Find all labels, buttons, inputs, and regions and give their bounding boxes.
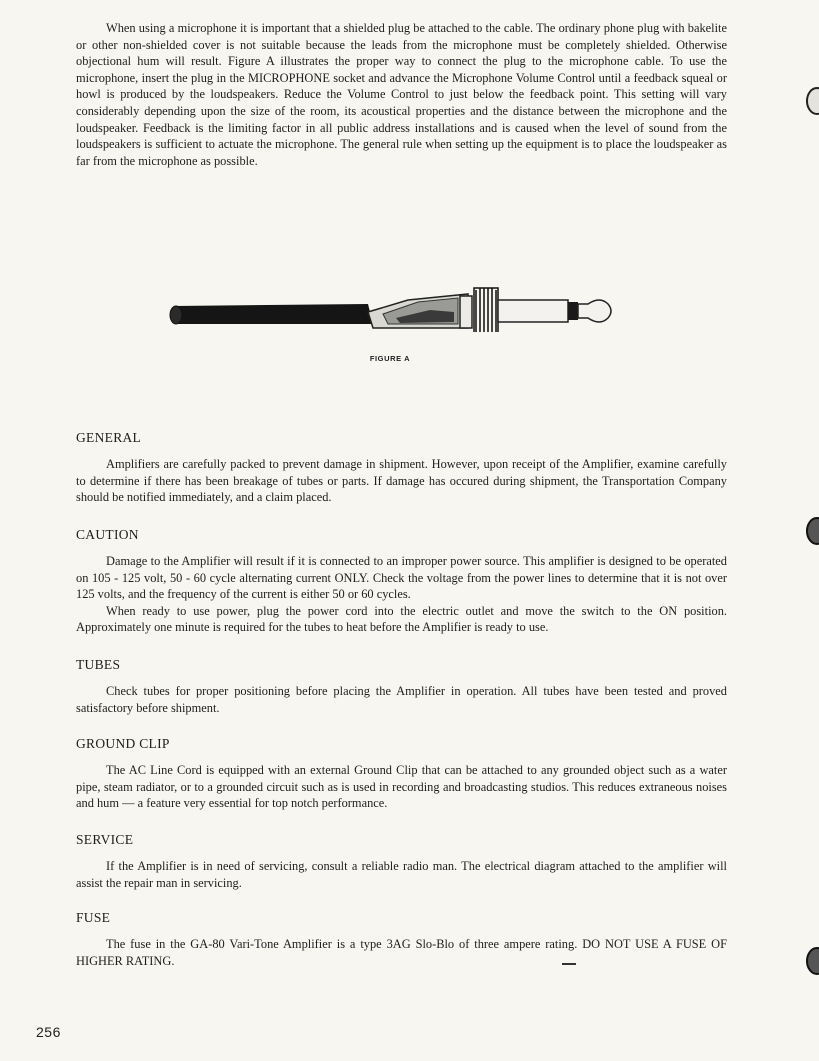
general-section	[76, 456, 727, 506]
heading-caution: CAUTION	[76, 527, 139, 542]
heading-service: SERVICE	[76, 832, 134, 847]
fuse-section	[76, 936, 727, 969]
intro-text: When using a microphone it is important that a shielded plug be attached to the cable. The ordinary phone plug with bakelite or other non-shielded cover is not suitable because the leads from the microphone must be completely shielded. Otherwise objectional hum will result. Figure A illustrates the proper way to connect the plug to the microphone cable. To use the microphone, insert the plug in the MICROPHONE socket and advance the Microphone Volume Control until a feedback squeal or howl is produced by the loudspeakers. Reduce the Volume Control to just below the feedback point. This setting will vary considerably depending upon the size of the room, its acoustical properties and the distance between the microphone and the loudspeaker. Feedback is the limiting factor in all public address installations and is caused when the level of sound from the loudspeakers is sufficient to actuate the microphone. The general rule when setting up the equipment is to place the loudspeaker as far from the microphone as possible.	[76, 21, 727, 168]
fuse-paragraph: The fuse in the GA-80 Vari-Tone Amplifier is a type 3AG Slo-Blo of three ampere rating. DO NOT USE A FUSE OF HIGHER RATING.	[76, 937, 727, 968]
figure-caption: FIGURE A	[369, 354, 411, 363]
page-number: 256	[36, 1024, 61, 1040]
phone-plug-illustration	[168, 282, 620, 332]
general-paragraph: Amplifiers are carefully packed to prevent damage in shipment. However, upon receipt of the Amplifier, examine carefully to determine if there has been breakage of tubes or parts. If damage has occured during shipment, the Transportation Company should be notified immediately, and a claim placed.	[76, 457, 727, 505]
punch-hole-icon	[801, 946, 819, 976]
caution-section	[76, 553, 727, 636]
punch-hole-icon	[801, 86, 819, 116]
heading-fuse: FUSE	[76, 910, 111, 925]
heading-tubes: TUBES	[76, 657, 121, 672]
ground-clip-section	[76, 762, 727, 812]
heading-ground-clip: GROUND CLIP	[76, 736, 170, 751]
punch-hole-icon	[801, 516, 819, 546]
heading-general: GENERAL	[76, 430, 142, 445]
service-paragraph: If the Amplifier is in need of servicing, consult a reliable radio man. The electrical diagram attached to the amplifier will assist the repair man in servicing.	[76, 859, 727, 890]
caution-paragraph-2: When ready to use power, plug the power cord into the electric outlet and move the switch to the ON position. Approximately one minute is required for the tubes to heat before the Amplifier is ready to use.	[76, 603, 727, 635]
service-section	[76, 858, 727, 891]
tubes-paragraph: Check tubes for proper positioning before placing the Amplifier in operation. All tubes have been tested and proved satisfactory before shipment.	[76, 684, 727, 715]
end-mark	[562, 963, 576, 965]
ground-clip-paragraph: The AC Line Cord is equipped with an external Ground Clip that can be attached to any grounded object such as a water pipe, steam radiator, or to a grounded circuit such as is used in recording and broadcasting studios. This reduces extraneous noises and hum — a feature very essential for top notch performance.	[76, 763, 727, 811]
intro-paragraph	[76, 20, 727, 169]
caution-paragraph-1: Damage to the Amplifier will result if it is connected to an improper power source. This amplifier is designed to be operated on 105 - 125 volt, 50 - 60 cycle alternating current ONLY. Check the voltage from the power lines to determine that it is not over 125 volts, and the frequency of the current is either 50 or 60 cycles.	[76, 554, 727, 602]
tubes-section	[76, 683, 727, 716]
